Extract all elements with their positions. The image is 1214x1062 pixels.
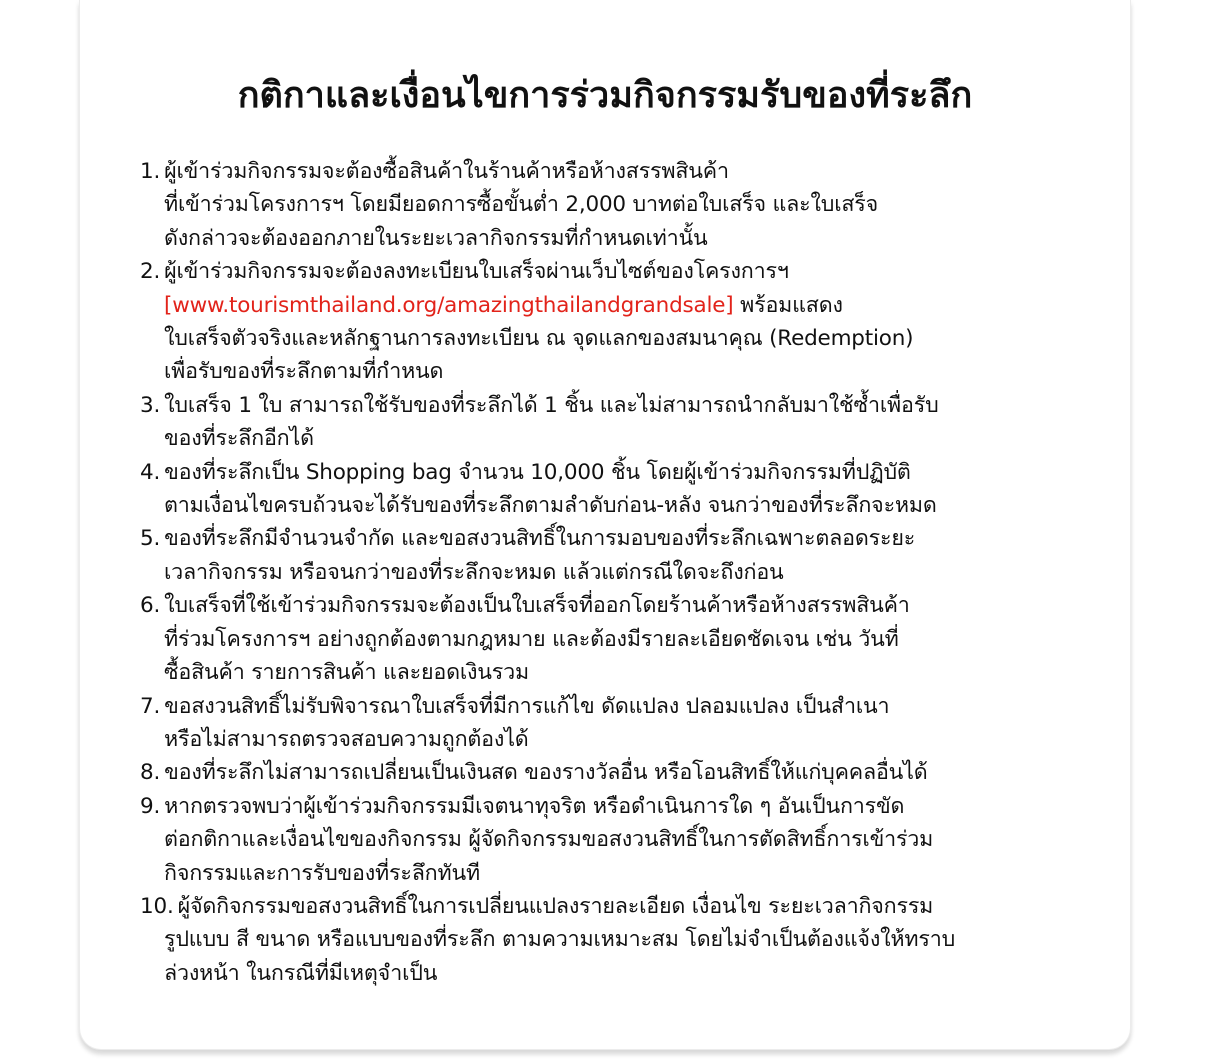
term-item-8 xyxy=(140,756,1130,789)
term-number: 1. xyxy=(140,159,161,184)
term-item-1 xyxy=(140,155,1130,255)
term-line: ใบเสร็จตัวจริงและหลักฐานการลงทะเบียน ณ จุดแลกของสมนาคุณ (Redemption) xyxy=(164,326,914,352)
term-number: 3. xyxy=(140,392,161,418)
terms-list xyxy=(140,155,1130,990)
term-line: ของที่ระลึกมีจำนวนจำกัด และขอสงวนสิทธิ์ในการมอบของที่ระลึกเฉพาะตลอดระยะ xyxy=(164,526,916,552)
term-item-9 xyxy=(140,790,1130,890)
term-item-2 xyxy=(140,255,1130,389)
term-line: ตามเงื่อนไขครบถ้วนจะได้รับของที่ระลึกตามลำดับก่อน-หลัง จนกว่าของที่ระลึกจะหมด xyxy=(164,493,937,519)
terms-card xyxy=(79,0,1131,1050)
term-number: 10. xyxy=(140,893,174,919)
term-line: ของที่ระลึกไม่สามารถเปลี่ยนเป็นเงินสด ของรางวัลอื่น หรือโอนสิทธิ์ให้แก่บุคคลอื่นได้ xyxy=(164,760,928,786)
term-line: ซื้อสินค้า รายการสินค้า และยอดเงินรวม xyxy=(164,660,529,686)
term-line: ที่เข้าร่วมโครงการฯ โดยมียอดการซื้อขั้นต่ำ 2,000 บาทต่อใบเสร็จ และใบเสร็จ xyxy=(164,192,879,218)
term-number: 6. xyxy=(140,593,161,619)
term-line: ของที่ระลึกอีกได้ xyxy=(164,426,314,452)
term-item-7 xyxy=(140,690,1130,757)
campaign-website-link[interactable]: [www.tourismthailand.org/amazingthailandgrandsale] xyxy=(164,292,734,318)
term-line: เพื่อรับของที่ระลึกตามที่กำหนด xyxy=(164,359,444,385)
term-item-4 xyxy=(140,456,1130,523)
term-line: ใบเสร็จที่ใช้เข้าร่วมกิจกรรมจะต้องเป็นใบเสร็จที่ออกโดยร้านค้าหรือห้างสรรพสินค้า xyxy=(164,593,910,619)
term-line: ที่ร่วมโครงการฯ อย่างถูกต้องตามกฎหมาย และต้องมีรายละเอียดชัดเจน เช่น วันที่ xyxy=(164,626,899,652)
term-line: หรือไม่สามารถตรวจสอบความถูกต้องได้ xyxy=(164,726,529,752)
term-line: ใบเสร็จ 1 ใบ สามารถใช้รับของที่ระลึกได้ 1 ชิ้น และไม่สามารถนำกลับมาใช้ซ้ำเพื่อรับ xyxy=(164,392,939,418)
term-line: รูปแบบ สี ขนาด หรือแบบของที่ระลึก ตามความเหมาะสม โดยไม่จำเป็นต้องแจ้งให้ทราบ xyxy=(164,927,956,953)
term-number: 5. xyxy=(140,526,161,552)
term-line: ต่อกติกาและเงื่อนไขของกิจกรรม ผู้จัดกิจกรรมขอสงวนสิทธิ์ในการตัดสิทธิ์การเข้าร่วม xyxy=(164,827,934,853)
term-number: 7. xyxy=(140,693,161,719)
term-item-10 xyxy=(140,890,1130,990)
term-line: ผู้เข้าร่วมกิจกรรมจะต้องลงทะเบียนใบเสร็จผ่านเว็บไซต์ของโครงการฯ xyxy=(164,259,789,285)
term-line: ผู้จัดกิจกรรมขอสงวนสิทธิ์ในการเปลี่ยนแปลงรายละเอียด เงื่อนไข ระยะเวลากิจกรรม xyxy=(177,893,934,919)
term-line: ล่วงหน้า ในกรณีที่มีเหตุจำเป็น xyxy=(164,960,438,986)
term-line: ขอสงวนสิทธิ์ไม่รับพิจารณาใบเสร็จที่มีการแก้ไข ดัดแปลง ปลอมแปลง เป็นสำเนา xyxy=(164,693,890,719)
term-line-text: พร้อมแสดง xyxy=(733,292,843,318)
term-line: ของที่ระลึกเป็น Shopping bag จำนวน 10,000 ชิ้น โดยผู้เข้าร่วมกิจกรรมที่ปฏิบัติ xyxy=(164,459,911,485)
term-item-6 xyxy=(140,589,1130,689)
term-item-3 xyxy=(140,389,1130,456)
term-line: ผู้เข้าร่วมกิจกรรมจะต้องซื้อสินค้าในร้านค้าหรือห้างสรรพสินค้า xyxy=(164,159,729,184)
term-number: 2. xyxy=(140,259,161,285)
term-line: หากตรวจพบว่าผู้เข้าร่วมกิจกรรมมีเจตนาทุจริต หรือดำเนินการใด ๆ อันเป็นการขัด xyxy=(164,793,905,819)
term-number: 4. xyxy=(140,459,161,485)
term-number: 9. xyxy=(140,793,161,819)
term-link-line xyxy=(164,289,1130,322)
term-line: ดังกล่าวจะต้องออกภายในระยะเวลากิจกรรมที่กำหนดเท่านั้น xyxy=(164,225,708,251)
term-number: 8. xyxy=(140,760,161,786)
term-line: เวลากิจกรรม หรือจนกว่าของที่ระลึกจะหมด แล้วแต่กรณีใดจะถึงก่อน xyxy=(164,559,784,585)
term-line: กิจกรรมและการรับของที่ระลึกทันที xyxy=(164,860,480,886)
page-title: กติกาและเงื่อนไขการร่วมกิจกรรมรับของที่ระลึก xyxy=(237,75,973,116)
term-item-5 xyxy=(140,522,1130,589)
